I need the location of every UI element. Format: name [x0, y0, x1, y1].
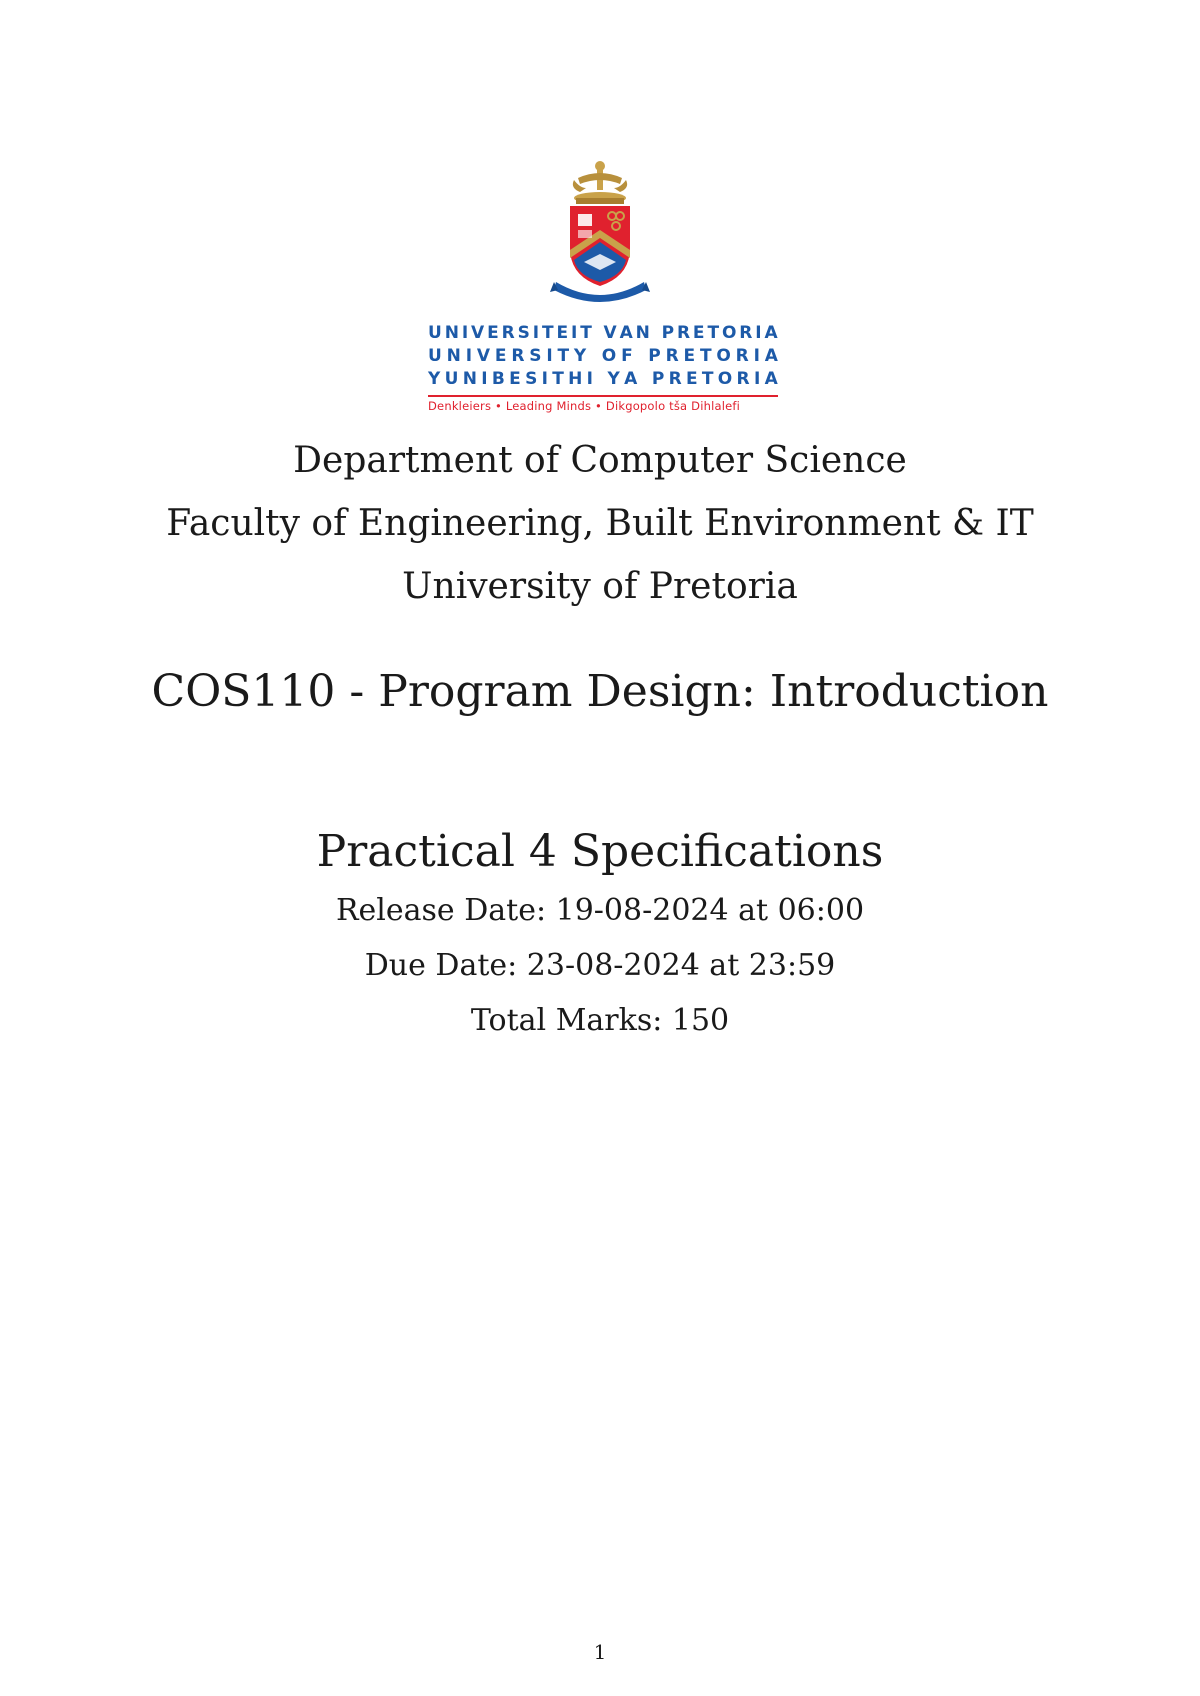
wordmark-line-english: U N I V E R S I T Y O F P R E T O R I A	[428, 346, 778, 366]
wordmark-line-afrikaans: U N I V E R S I T E I T V A N P R E T O R I A	[428, 323, 778, 343]
wordmark-motto: Denkleiers • Leading Minds • Dikgopolo tša Dihlalefi	[428, 399, 741, 413]
university-crest-icon	[550, 158, 650, 308]
crest-ornament	[573, 161, 627, 204]
total-marks: Total Marks: 150	[470, 1003, 730, 1038]
university-wordmark	[428, 322, 778, 415]
wordmark-line-sepedi: Y U N I B E S I T H I Y A P R E T O R I A	[428, 369, 778, 389]
crest-shield	[570, 206, 630, 286]
practical-title: Practical 4 Specifications	[316, 826, 884, 877]
release-date: Release Date: 19-08-2024 at 06:00	[335, 893, 865, 928]
department-name: Department of Computer Science	[293, 440, 907, 481]
page-number: 1	[593, 1640, 607, 1664]
university-name: University of Pretoria	[402, 566, 798, 607]
due-date: Due Date: 23-08-2024 at 23:59	[364, 948, 836, 983]
course-title: COS110 - Program Design: Introduction	[151, 666, 1049, 717]
university-logo	[0, 158, 1200, 308]
faculty-name: Faculty of Engineering, Built Environment & IT	[166, 503, 1034, 544]
